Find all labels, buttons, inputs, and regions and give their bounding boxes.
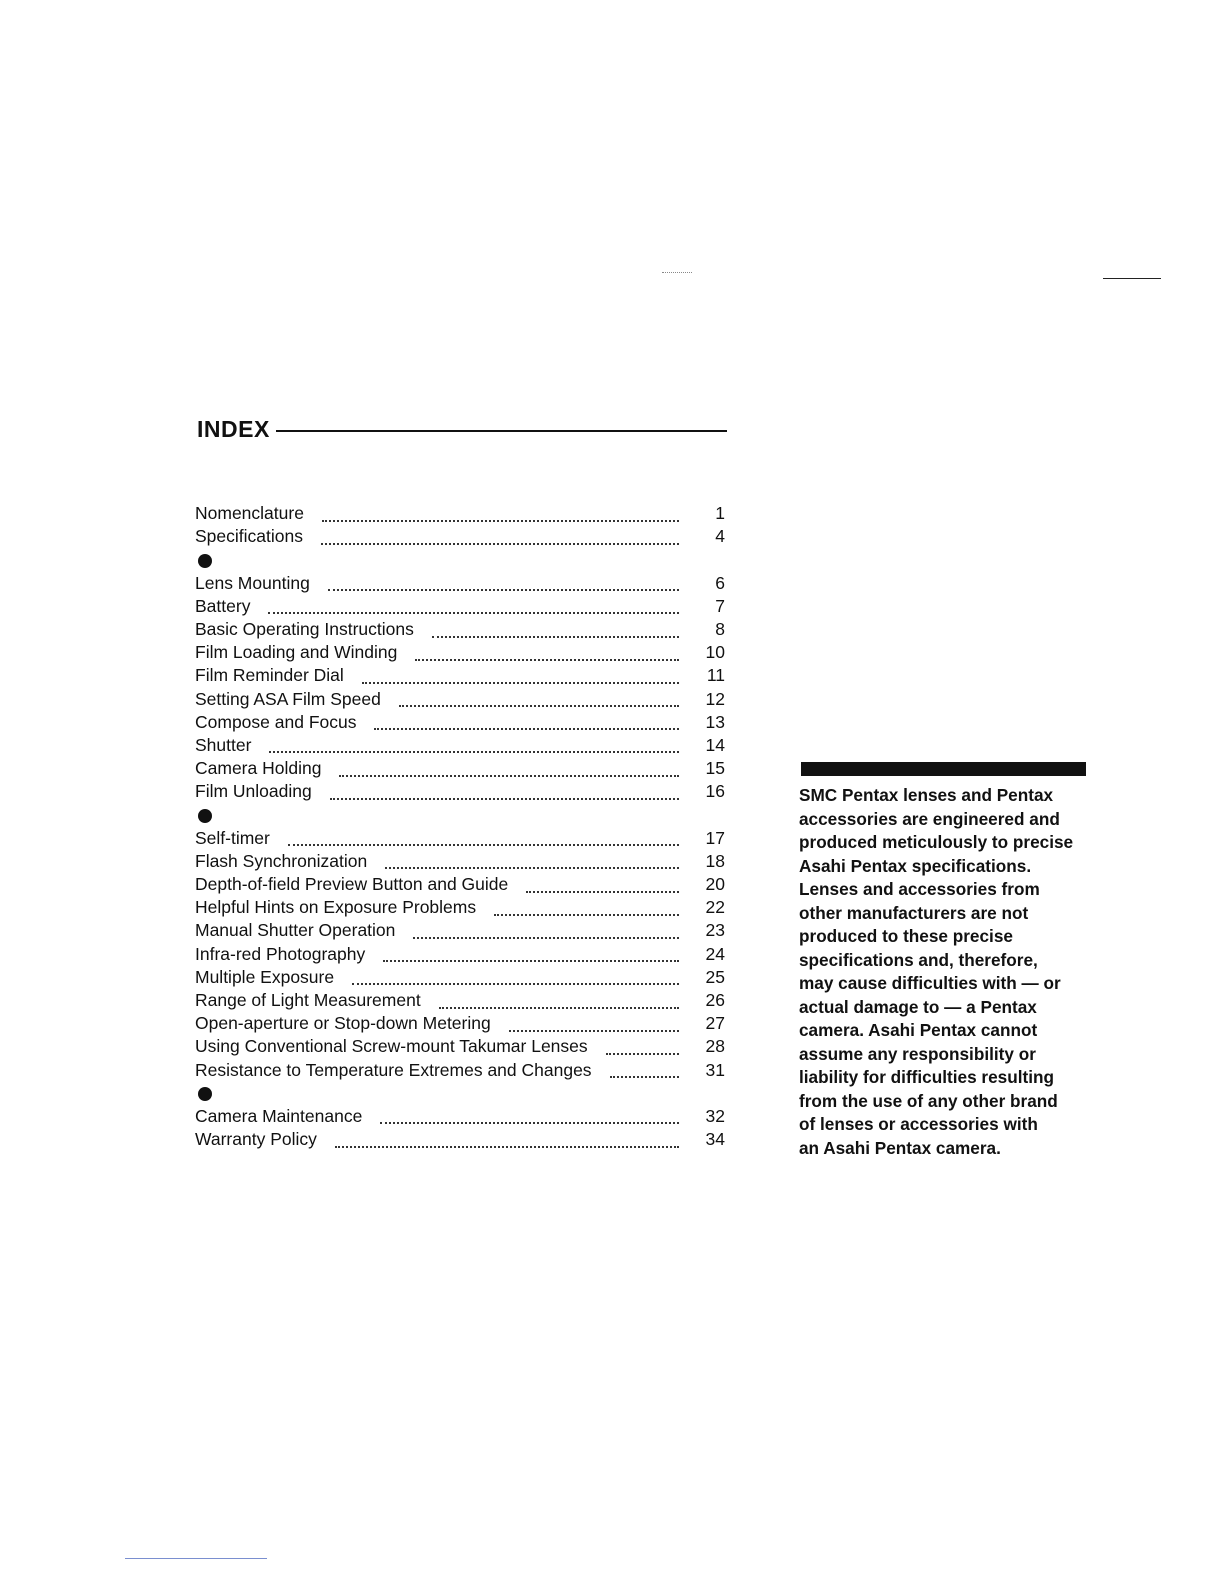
index-entry-page: 7 bbox=[715, 595, 725, 616]
dot-leader bbox=[385, 867, 679, 869]
notice-line: camera. Asahi Pentax cannot bbox=[799, 1020, 1038, 1040]
dot-leader bbox=[610, 1076, 679, 1078]
index-entry bbox=[195, 897, 725, 920]
notice-line: an Asahi Pentax camera. bbox=[799, 1137, 1001, 1158]
dot-leader bbox=[413, 937, 679, 939]
index-entry-page: 17 bbox=[705, 827, 725, 848]
index-entry-title: Specifications bbox=[195, 526, 303, 547]
scan-speck bbox=[662, 272, 692, 273]
index-entry-title: Helpful Hints on Exposure Problems bbox=[195, 897, 477, 918]
index-entry-page: 23 bbox=[705, 920, 725, 941]
section-bullet bbox=[195, 549, 725, 572]
index-entry-page: 28 bbox=[705, 1036, 725, 1057]
index-entry-title: Setting ASA Film Speed bbox=[195, 688, 381, 709]
index-entry-title: Film Loading and Winding bbox=[195, 642, 398, 663]
index-entry-page: 20 bbox=[705, 874, 725, 894]
bullet-icon bbox=[198, 554, 212, 568]
notice-line: may cause difficulties with — or bbox=[799, 973, 1061, 993]
notice-line: accessories are engineered and bbox=[799, 808, 1060, 829]
index-entry-title: Open-aperture or Stop-down Metering bbox=[195, 1013, 491, 1034]
dot-leader bbox=[494, 914, 679, 916]
dot-leader bbox=[322, 520, 679, 522]
index-entry-page: 14 bbox=[705, 734, 725, 755]
index-entry bbox=[195, 619, 725, 642]
dot-leader bbox=[328, 589, 679, 591]
index-entry-page: 27 bbox=[705, 1013, 725, 1034]
notice-line: liability for difficulties resulting bbox=[799, 1067, 1054, 1087]
index-entry bbox=[195, 758, 725, 781]
bullet-icon bbox=[198, 809, 212, 823]
notice-line: of lenses or accessories with bbox=[799, 1114, 1038, 1134]
section-bullet bbox=[195, 1083, 725, 1106]
notice-line: specifications and, therefore, bbox=[799, 949, 1038, 970]
dot-leader bbox=[339, 775, 679, 777]
index-entry bbox=[195, 967, 725, 990]
compatibility-notice bbox=[799, 784, 1129, 1160]
index-entry-title: Depth-of-field Preview Button and Guide bbox=[195, 874, 509, 894]
index-entry-title: Multiple Exposure bbox=[195, 966, 335, 987]
index-entry-title: Infra-red Photography bbox=[195, 943, 366, 964]
index-entry-title: Nomenclature bbox=[195, 503, 304, 523]
index-entry-page: 18 bbox=[705, 850, 725, 871]
index-entry bbox=[195, 665, 725, 688]
index-entry-page: 11 bbox=[706, 665, 725, 686]
notice-line: assume any responsibility or bbox=[799, 1043, 1036, 1064]
index-entry-title: Range of Light Measurement bbox=[195, 989, 421, 1010]
dot-leader bbox=[415, 659, 679, 661]
bullet-icon bbox=[198, 1087, 212, 1101]
index-entry bbox=[195, 990, 725, 1013]
index-entry bbox=[195, 689, 725, 712]
notice-line: produced meticulously to precise bbox=[799, 832, 1074, 852]
index-entry-page: 4 bbox=[715, 526, 725, 547]
dot-leader bbox=[606, 1053, 679, 1055]
index-entry-title: Warranty Policy bbox=[195, 1129, 317, 1150]
index-entry-title: Compose and Focus bbox=[195, 711, 357, 732]
index-entry-page: 32 bbox=[705, 1105, 725, 1126]
dot-leader bbox=[330, 798, 679, 800]
index-entry-page: 6 bbox=[715, 572, 725, 593]
index-entry bbox=[195, 1013, 725, 1036]
top-rule bbox=[1103, 278, 1161, 279]
dot-leader bbox=[321, 543, 679, 545]
index-entry-title: Film Reminder Dial bbox=[195, 665, 344, 686]
dot-leader bbox=[439, 1007, 679, 1009]
index-entry bbox=[195, 642, 725, 665]
index-entry bbox=[195, 1060, 725, 1083]
index-entry-title: Self-timer bbox=[195, 827, 270, 848]
index-entry bbox=[195, 712, 725, 735]
index-entry bbox=[195, 781, 725, 804]
notice-line: Lenses and accessories from bbox=[799, 879, 1040, 899]
dot-leader bbox=[383, 960, 679, 962]
index-entry bbox=[195, 573, 725, 596]
index-entry-title: Camera Holding bbox=[195, 758, 322, 779]
index-entry-title: Battery bbox=[195, 595, 251, 616]
index-entry-title: Manual Shutter Operation bbox=[195, 920, 396, 941]
index-entry-title: Lens Mounting bbox=[195, 572, 310, 593]
notice-line: produced to these precise bbox=[799, 926, 1013, 946]
index-entry-page: 10 bbox=[705, 642, 725, 663]
dot-leader bbox=[269, 751, 679, 753]
index-entry bbox=[195, 874, 725, 897]
dot-leader bbox=[526, 891, 679, 893]
index-entry-page: 26 bbox=[705, 989, 725, 1010]
dot-leader bbox=[268, 612, 679, 614]
index-entry-page: 22 bbox=[705, 897, 725, 918]
section-bullet bbox=[195, 804, 725, 827]
dot-leader bbox=[380, 1122, 679, 1124]
dot-leader bbox=[374, 728, 679, 730]
index-entry-page: 16 bbox=[705, 781, 725, 802]
index-entry bbox=[195, 851, 725, 874]
index-entry bbox=[195, 503, 725, 526]
index-entry-page: 34 bbox=[705, 1129, 725, 1150]
bottom-rule bbox=[125, 1558, 267, 1559]
dot-leader bbox=[362, 682, 679, 684]
index-entry-page: 1 bbox=[715, 503, 725, 523]
index-entry-title: Basic Operating Instructions bbox=[195, 618, 414, 639]
index-entry-title: Film Unloading bbox=[195, 781, 312, 802]
notice-line: from the use of any other brand bbox=[799, 1090, 1058, 1111]
index-entry bbox=[195, 1036, 725, 1059]
dot-leader bbox=[352, 983, 679, 985]
index-entry-page: 8 bbox=[715, 618, 725, 639]
notice-line: other manufacturers are not bbox=[799, 902, 1029, 923]
index-entry-page: 12 bbox=[705, 688, 725, 709]
index-entry-page: 15 bbox=[705, 758, 725, 779]
index-list bbox=[195, 503, 725, 1152]
dot-leader bbox=[509, 1030, 679, 1032]
dot-leader bbox=[432, 636, 679, 638]
index-heading bbox=[197, 414, 727, 444]
index-entry bbox=[195, 920, 725, 943]
notice-line: Asahi Pentax specifications. bbox=[799, 855, 1032, 876]
index-entry-page: 25 bbox=[705, 966, 725, 987]
index-entry-title: Shutter bbox=[195, 734, 252, 755]
index-entry-title: Flash Synchronization bbox=[195, 850, 368, 871]
dot-leader bbox=[399, 705, 679, 707]
index-entry bbox=[195, 828, 725, 851]
index-entry-page: 13 bbox=[705, 711, 725, 732]
index-entry-title: Camera Maintenance bbox=[195, 1105, 363, 1126]
index-entry bbox=[195, 1106, 725, 1129]
index-entry-page: 31 bbox=[705, 1059, 725, 1080]
index-entry bbox=[195, 735, 725, 758]
index-entry bbox=[195, 526, 725, 549]
index-title: INDEX bbox=[197, 415, 270, 442]
notice-line: SMC Pentax lenses and Pentax bbox=[799, 785, 1054, 805]
index-entry bbox=[195, 596, 725, 619]
index-heading-rule bbox=[276, 430, 727, 432]
dot-leader bbox=[335, 1146, 679, 1148]
index-entry bbox=[195, 944, 725, 967]
dot-leader bbox=[288, 844, 679, 846]
notice-bar bbox=[801, 762, 1086, 776]
notice-line: actual damage to — a Pentax bbox=[799, 996, 1037, 1017]
index-entry bbox=[195, 1129, 725, 1152]
index-entry-page: 24 bbox=[705, 943, 725, 964]
index-entry-title: Using Conventional Screw-mount Takumar Lenses bbox=[195, 1036, 588, 1057]
index-entry-title: Resistance to Temperature Extremes and Changes bbox=[195, 1059, 592, 1080]
